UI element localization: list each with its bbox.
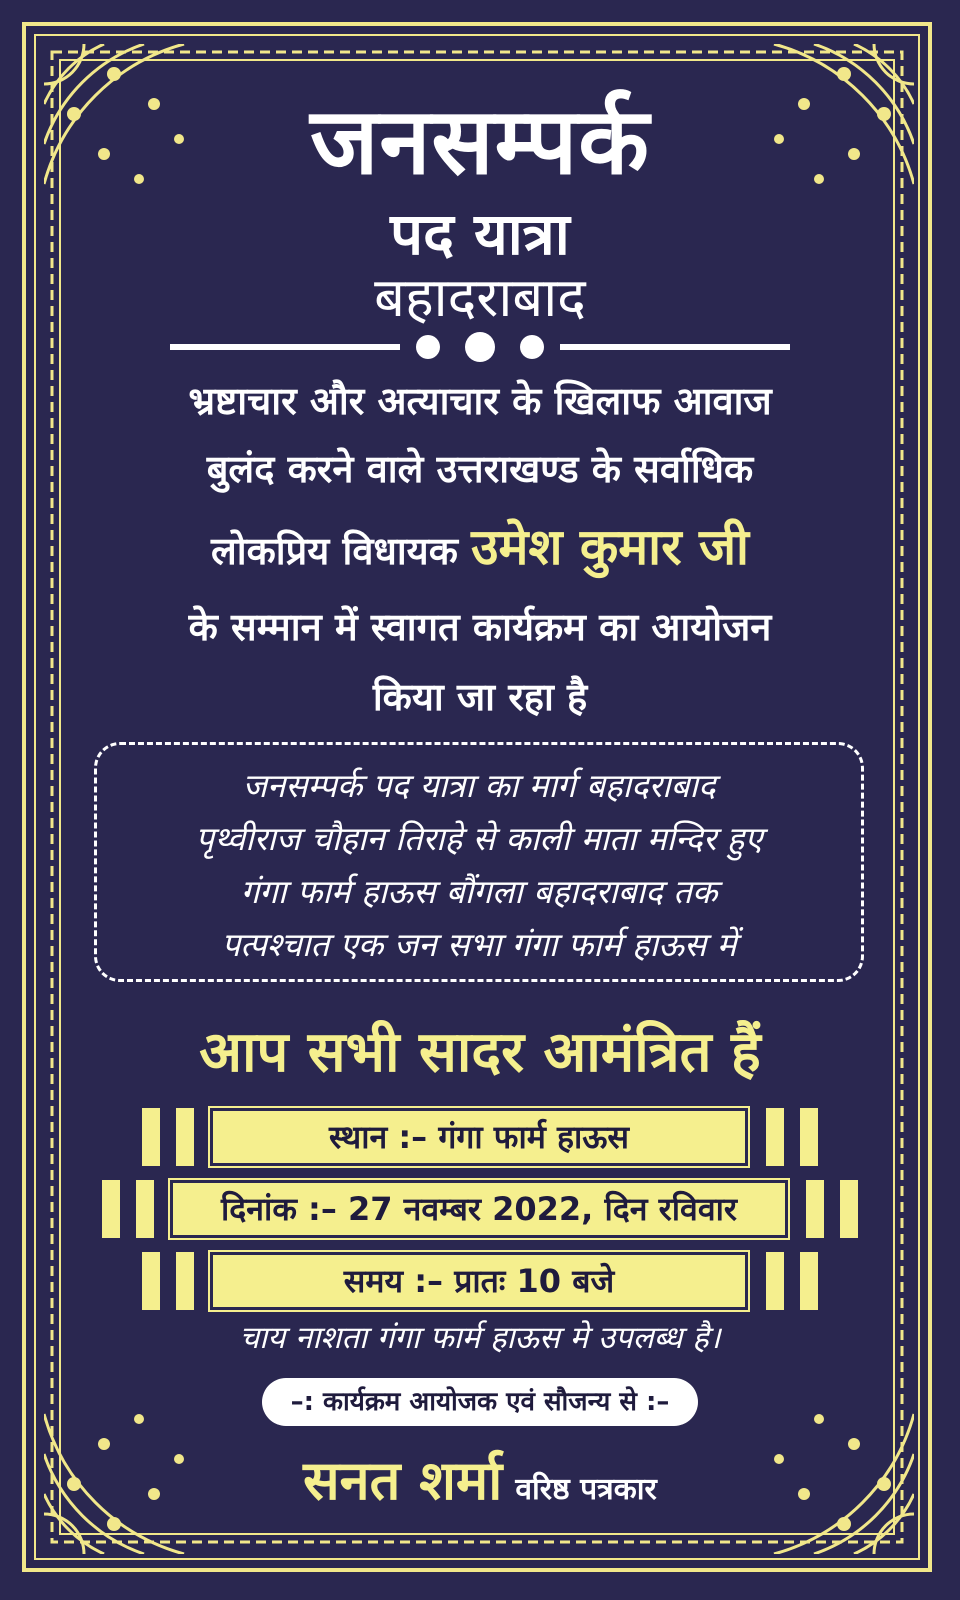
- poster-subtitle: पद यात्रा: [390, 200, 570, 268]
- route-line: जनसम्पर्क पद यात्रा का मार्ग बहादराबाद: [242, 766, 716, 805]
- decorative-bar: [806, 1180, 824, 1238]
- decorative-bar: [840, 1180, 858, 1238]
- message-line: भ्रष्टाचार और अत्याचार के खिलाफ आवाज: [188, 379, 772, 423]
- message-line: बुलंद करने वाले उत्तराखण्ड के सर्वाधिक: [206, 447, 754, 491]
- decorative-bar: [176, 1252, 194, 1310]
- decorative-bar: [136, 1180, 154, 1238]
- breakfast-note: चाय नाशता गंगा फार्म हाऊस मे उपलब्ध है।: [239, 1320, 721, 1356]
- invitation-heading: आप सभी सादर आमंत्रित हैं: [199, 1020, 761, 1085]
- poster-title: जनसम्पर्क: [310, 88, 650, 195]
- date-box: दिनांक :– 27 नवम्बर 2022, दिन रविवार: [170, 1180, 788, 1238]
- message-line: किया जा रहा है: [372, 675, 588, 719]
- organizer-name: सनत शर्मा: [303, 1449, 503, 1512]
- decorative-bar: [800, 1252, 818, 1310]
- message-line: के सम्मान में स्वागत कार्यक्रम का आयोजन: [188, 605, 772, 649]
- route-line: पृथ्वीराज चौहान तिराहे से काली माता मन्दिर हुए: [195, 819, 763, 858]
- organizer-label: –: कार्यक्रम आयोजक एवं सौजन्य से :–: [262, 1378, 698, 1426]
- decorative-bar: [102, 1180, 120, 1238]
- decorative-bar: [142, 1252, 160, 1310]
- route-line: गंगा फार्म हाऊस बौंगला बहादराबाद तक: [240, 872, 718, 911]
- date-row: [0, 1180, 960, 1238]
- venue-row: [0, 1108, 960, 1166]
- time-box: समय :– प्रातः 10 बजे: [210, 1252, 748, 1310]
- route-line: पत्पश्चात एक जन सभा गंगा फार्म हाऊस में: [221, 925, 737, 964]
- organizer-credit: [0, 1446, 960, 1525]
- mla-name: उमेश कुमार जी: [471, 518, 750, 576]
- decorative-bar: [800, 1108, 818, 1166]
- venue-box: स्थान :– गंगा फार्म हाऊस: [210, 1108, 748, 1166]
- message-prefix: लोकप्रिय विधायक: [210, 529, 458, 573]
- title-divider: [170, 332, 790, 362]
- decorative-bar: [176, 1108, 194, 1166]
- organizer-role: वरिष्ठ पत्रकार: [515, 1472, 657, 1507]
- decorative-bar: [766, 1108, 784, 1166]
- decorative-bar: [142, 1108, 160, 1166]
- route-box: [94, 742, 864, 982]
- time-row: [0, 1252, 960, 1310]
- place-name: बहादराबाद: [374, 266, 586, 329]
- message-line: [60, 518, 900, 576]
- decorative-bar: [766, 1252, 784, 1310]
